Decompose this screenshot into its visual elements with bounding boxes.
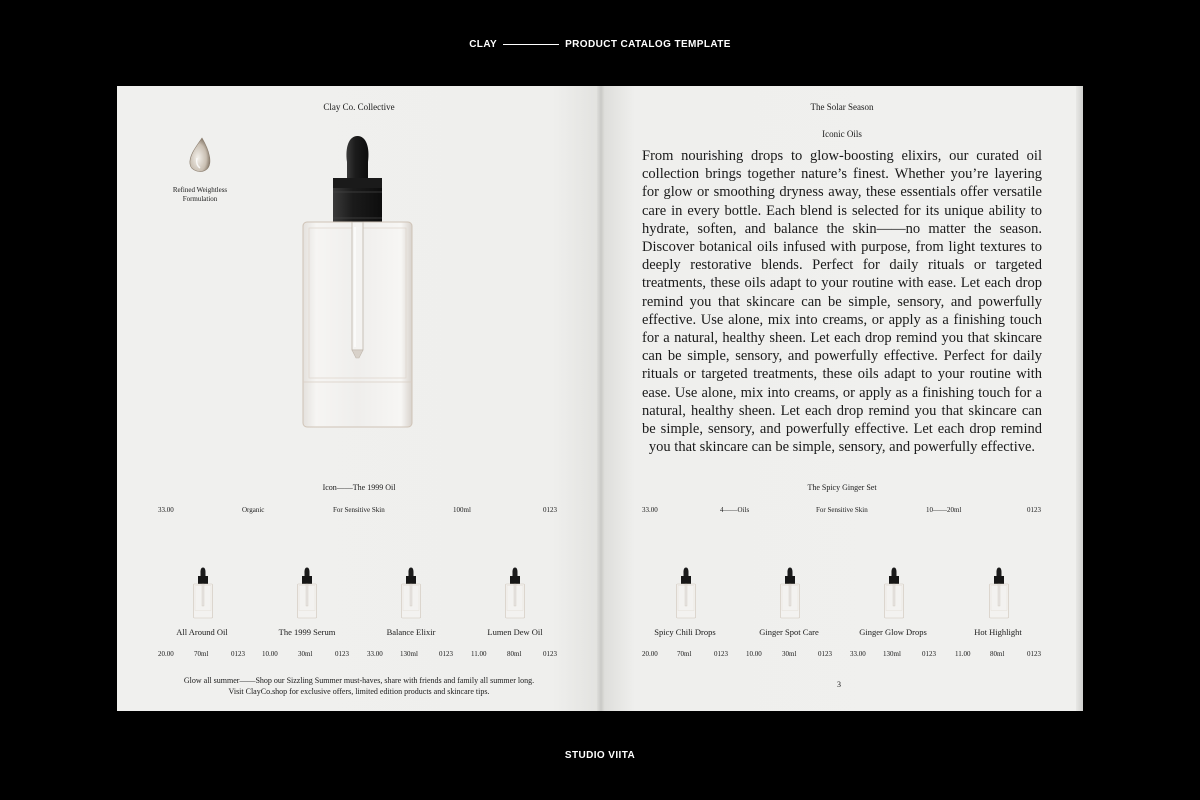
book-spine [597,86,605,711]
studio-label: STUDIO VIITA [564,750,636,761]
header-rule [503,44,559,45]
product-code: 0123 [1027,650,1041,658]
product-size: 70ml [194,650,209,658]
right-page-subtitle: Iconic Oils [822,129,862,139]
left-page-title: Clay Co. Collective [323,102,395,112]
product-name: Spicy Chili Drops [654,627,716,637]
feature-label: Refined Weightless Formulation [172,186,228,203]
brand-label: CLAY [469,38,498,50]
product-size: 30ml [298,650,313,658]
hero-spec-type: Organic [242,506,265,514]
product-code: 0123 [922,650,936,658]
product-bottle-image [883,567,905,619]
hero-bottle-image [295,132,420,432]
product-code: 0123 [335,650,349,658]
product-code: 0123 [439,650,453,658]
hero-spec-skin: For Sensitive Skin [333,506,385,514]
promo-line: Glow all summer——Shop our Sizzling Summer must-haves, share with friends and family all summer long. [183,676,535,685]
catalog-header [0,37,1200,51]
catalog-title: PRODUCT CATALOG TEMPLATE [565,38,731,50]
product-bottle-image [675,567,697,619]
product-code: 0123 [818,650,832,658]
product-name: Lumen Dew Oil [487,627,543,637]
promo-line: Visit ClayCo.shop for exclusive offers, limited edition products and skincare tips. [228,687,490,696]
product-name: All Around Oil [176,627,228,637]
product-price: 11.00 [471,650,487,658]
product-size: 80ml [990,650,1005,658]
product-size: 30ml [782,650,797,658]
product-size: 80ml [507,650,522,658]
product-price: 11.00 [955,650,971,658]
page-edge [1076,86,1083,711]
product-name: The 1999 Serum [278,627,336,637]
set-spec-code: 0123 [1027,506,1041,514]
set-spec-skin: For Sensitive Skin [816,506,868,514]
product-price: 10.00 [262,650,278,658]
product-price: 10.00 [746,650,762,658]
right-page-title: The Solar Season [810,102,874,112]
product-name: Ginger Glow Drops [859,627,927,637]
set-spec-price: 33.00 [642,506,658,514]
product-code: 0123 [543,650,557,658]
body-paragraph: From nourishing drops to glow-boosting elixirs, our curated oil collection brings together nature’s finest. Whether you’re layering for glow or smoothing dryness away, these essentials offer versatile care in every bottle. Each blend is selected for its unique ability to hydrate, soften, and balance the skin——no matter the season. Discover botanical oils infused with purpose, from light textures to deeply restorative blends. Perfect for daily rituals or targeted treatments, these oils adapt to your routine with ease. Let each drop remind you that skincare can be simple, sensory, and powerfully effective. Use alone, mix into creams, or apply as a finishing touch for a natural, healthy sheen. Let each drop remind you that skincare can be simple, sensory, and powerfully effective. Perfect for daily rituals or targeted treatments, these oils adapt to your routine with ease. Use alone, mix into creams, or apply as a finishing touch for a natural, healthy sheen. Let each drop remind you that skincare can be simple, sensory, and powerfully effective. Let each drop remind you that skincare can be simple, sensory, and powerfully effective. [642,148,1042,456]
product-name: Hot Highlight [974,627,1022,637]
set-name: The Spicy Ginger Set [807,483,877,492]
page-number: 3 [837,680,841,689]
product-name: Balance Elixir [386,627,436,637]
product-bottle-image [779,567,801,619]
droplet-icon [185,136,215,176]
product-code: 0123 [231,650,245,658]
product-size: 130ml [400,650,418,658]
product-bottle-image [504,567,526,619]
product-size: 70ml [677,650,692,658]
set-spec-size: 10——20ml [926,506,962,514]
hero-spec-price: 33.00 [158,506,174,514]
product-price: 20.00 [158,650,174,658]
product-name: Ginger Spot Care [759,627,819,637]
product-bottle-image [988,567,1010,619]
product-price: 33.00 [367,650,383,658]
product-bottle-image [400,567,422,619]
product-bottle-image [192,567,214,619]
product-price: 20.00 [642,650,658,658]
hero-spec-size: 100ml [453,506,471,514]
set-spec-count: 4——Oils [720,506,750,514]
hero-product-name: Icon——The 1999 Oil [322,483,396,492]
product-code: 0123 [714,650,728,658]
product-bottle-image [296,567,318,619]
promo-text [117,675,601,697]
hero-spec-code: 0123 [543,506,557,514]
product-price: 33.00 [850,650,866,658]
product-size: 130ml [883,650,901,658]
